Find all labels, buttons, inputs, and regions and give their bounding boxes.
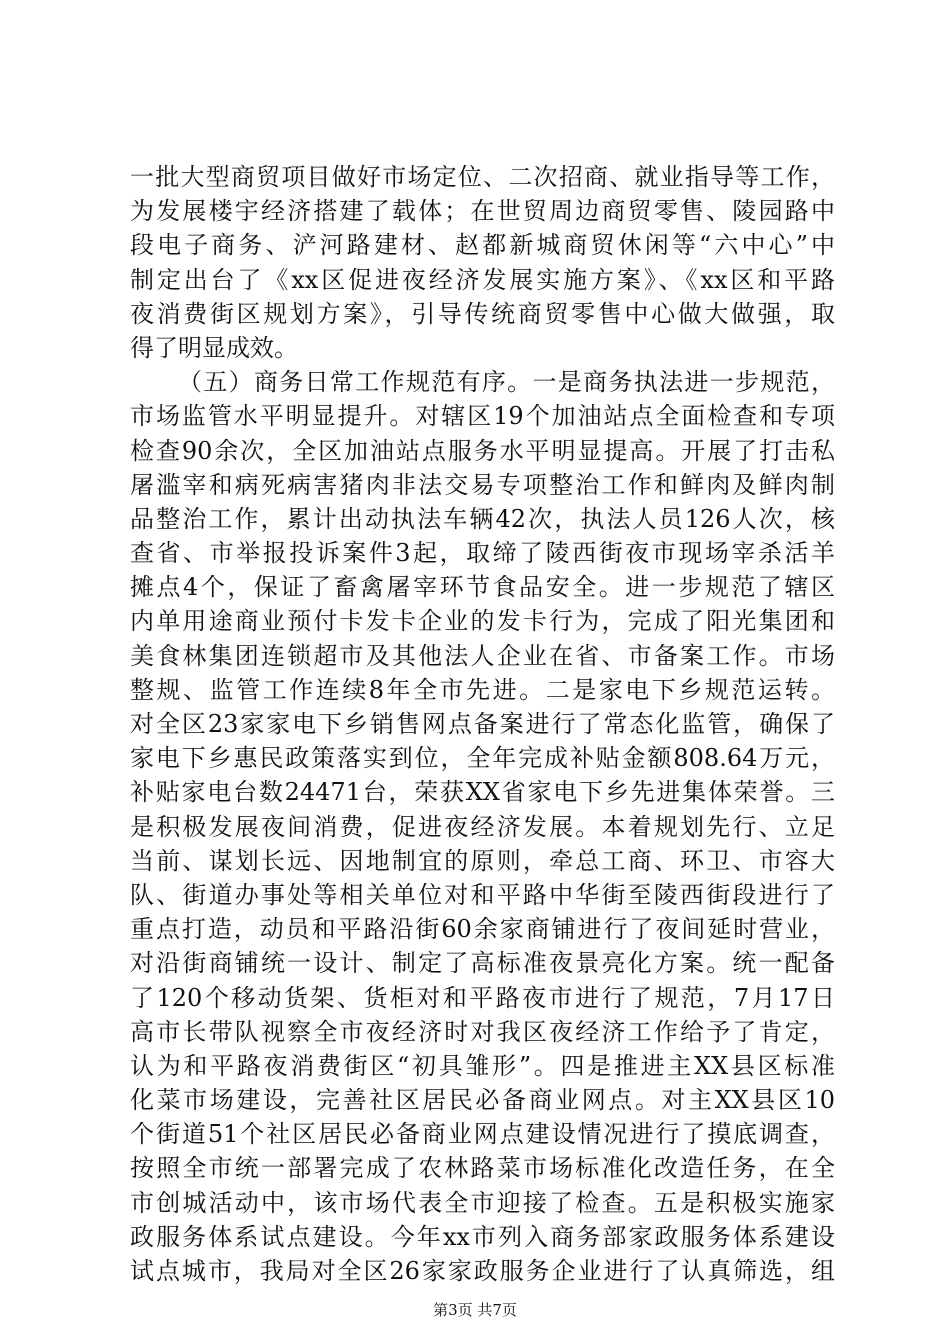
body-text-line: 内单用途商业预付卡发卡企业的发卡行为，完成了阳光集团和 (130, 607, 835, 636)
body-text-line: 了120个移动货架、货柜对和平路夜市进行了规范，7月17日 (130, 983, 835, 1012)
body-text-line: 家电下乡惠民政策落实到位，全年完成补贴金额808.64万元， (130, 744, 835, 773)
body-text-line: 摊点4个，保证了畜禽屠宰环节食品安全。进一步规范了辖区 (130, 573, 835, 602)
body-text-line: 高市长带队视察全市夜经济时对我区夜经济工作给予了肯定， (130, 1017, 835, 1046)
body-text-line: 整规、监管工作连续8年全市先进。二是家电下乡规范运转。 (130, 675, 835, 704)
body-text-line: 检查90余次，全区加油站点服务水平明显提高。开展了打击私 (130, 436, 835, 465)
body-text-line: 个街道51个社区居民必备商业网点建设情况进行了摸底调查， (130, 1120, 835, 1149)
body-text-line: 段电子商务、浐河路建材、赵都新城商贸休闲等“六中心”中 (130, 231, 835, 260)
body-text-line: 对沿街商铺统一设计、制定了高标准夜景亮化方案。统一配备 (130, 949, 835, 978)
body-text-line: 一批大型商贸项目做好市场定位、二次招商、就业指导等工作， (130, 163, 835, 191)
body-text-line: 补贴家电台数24471台，荣获XX省家电下乡先进集体荣誉。三 (130, 778, 835, 807)
body-text-line: 队、街道办事处等相关单位对和平路中华街至陵西街段进行了 (130, 880, 835, 909)
body-text-line: 屠滥宰和病死病害猪肉非法交易专项整治工作和鲜肉及鲜肉制 (130, 470, 835, 499)
body-text-line: 政服务体系试点建设。今年xx市列入商务部家政服务体系建设 (130, 1222, 835, 1251)
body-text-line: 制定出台了《xx区促进夜经济发展实施方案》、《xx区和平路 (130, 265, 835, 294)
body-text-line: 市场监管水平明显提升。对辖区19个加油站点全面检查和专项 (130, 402, 835, 431)
section-heading-line: （五）商务日常工作规范有序。一是商务执法进一步规范， (178, 368, 835, 397)
body-text-line: 是积极发展夜间消费，促进夜经济发展。本着规划先行、立足 (130, 812, 835, 841)
body-text-line: 查省、市举报投诉案件3起，取缔了陵西街夜市现场宰杀活羊 (130, 539, 835, 568)
body-text-line: 按照全市统一部署完成了农林路菜市场标准化改造任务，在全 (130, 1154, 835, 1183)
body-text-line: 夜消费街区规划方案》，引导传统商贸零售中心做大做强，取 (130, 299, 835, 328)
body-text-line: 为发展楼宇经济搭建了载体；在世贸周边商贸零售、陵园路中 (130, 197, 835, 226)
body-text-line: 美食林集团连锁超市及其他法人企业在省、市备案工作。市场 (130, 641, 835, 670)
body-text-line: 试点城市，我局对全区26家家政服务企业进行了认真筛选，组 (130, 1257, 835, 1285)
body-text-line: 得了明显成效。 (130, 333, 298, 362)
body-text-line: 对全区23家家电下乡销售网点备案进行了常态化监管，确保了 (130, 710, 835, 738)
body-text-line: 当前、谋划长远、因地制宜的原则，牵总工商、环卫、市容大 (130, 846, 835, 875)
page-number-footer: 第3页 共7页 (433, 1301, 517, 1319)
body-text-line: 品整治工作，累计出动执法车辆42次，执法人员126人次，核 (130, 504, 835, 533)
body-text-line: 化菜市场建设，完善社区居民必备商业网点。对主XX县区10 (130, 1086, 835, 1115)
body-text-line: 认为和平路夜消费街区“初具雏形”。四是推进主XX县区标准 (130, 1051, 835, 1080)
body-text-line: 市创城活动中，该市场代表全市迎接了检查。五是积极实施家 (130, 1188, 835, 1217)
body-text-line: 重点打造，动员和平路沿街60余家商铺进行了夜间延时营业， (130, 915, 835, 944)
document-body (130, 160, 835, 1288)
